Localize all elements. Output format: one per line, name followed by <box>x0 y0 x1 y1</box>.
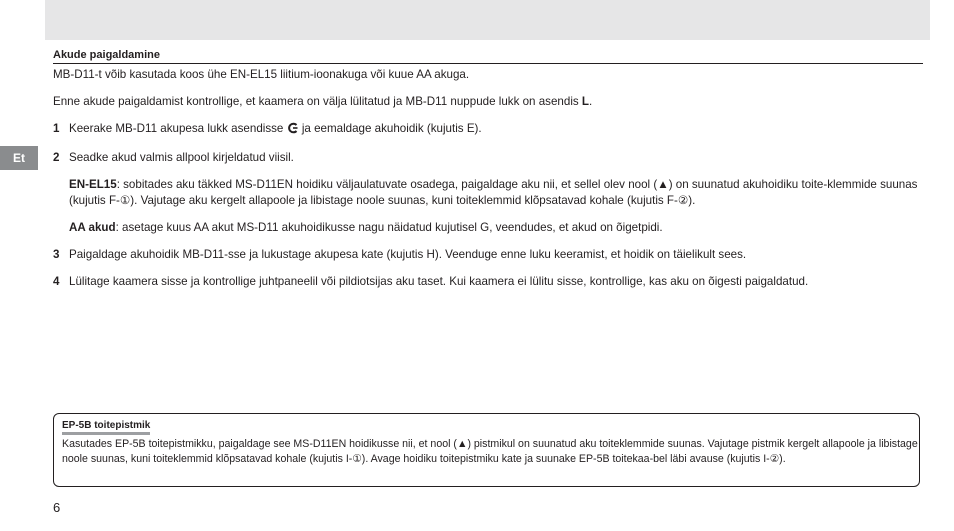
check-text <box>53 94 923 110</box>
step-2 <box>53 150 923 166</box>
arrow-up-icon: ▲ <box>456 438 468 450</box>
step-number: 1 <box>53 122 60 135</box>
note-box <box>53 413 920 487</box>
step-number: 3 <box>53 248 60 261</box>
enel15-instructions <box>53 177 923 209</box>
step-1-text-end: ja eemaldage akuhoidik (kujutis E). <box>298 122 482 135</box>
step-1-text-start: Keerake MB-D11 akupesa lukk asendisse <box>69 122 287 135</box>
main-content <box>53 48 923 301</box>
note-text-start: Kasutades EP-5B toitepistmikku, paigaldage see MS-D11EN hoidikusse nii, et nool ( <box>62 438 457 450</box>
step-4 <box>53 274 923 290</box>
step-1 <box>53 121 923 139</box>
note-title: EP-5B toitepistmik <box>62 419 150 435</box>
note-text <box>62 437 919 467</box>
step-3-text: Paigaldage akuhoidik MB-D11-sse ja lukustage akupesa kate (kujutis H). Veenduge enne luku keeramist, et hoidik on täielikult sees. <box>69 248 747 261</box>
arrow-up-icon: ▲ <box>657 178 669 191</box>
aa-text: : asetage kuus AA akut MS-D11 akuhoidikusse nagu näidatud kujutisel G, veendudes, et akud on õigetpidi. <box>115 221 663 234</box>
enel15-label: EN-EL15 <box>69 178 117 191</box>
step-3 <box>53 247 923 263</box>
note-text-end: ) pistmikul on suunatud aku toiteklemmide suunas. Vajutage pistmik kergelt allapoole ja libistage noole suunas, kuni toiteklemmid klõpsatavad kohale (kujutis I-①). Avage hoidiku toitepistmiku kate ja suunake EP-5B toitekaa-bel läbi avause (kujutis I-②). <box>62 438 918 465</box>
check-text-main: Enne akude paigaldamist kontrollige, et kaamera on välja lülitatud ja MB-D11 nuppude lukk on asendis <box>53 95 582 108</box>
lock-position-label: L <box>581 95 590 108</box>
step-number: 4 <box>53 275 60 288</box>
aa-instructions <box>53 220 923 236</box>
enel15-text-end: ) on suunatud akuhoidiku toite-klemmide suunas (kujutis F-①). Vajutage aku kergelt allapoole ja libistage noole suunas, kuni toiteklemmid klõpsatavad kohale (kujutis F-②). <box>69 178 918 207</box>
header-band <box>45 0 930 40</box>
enel15-text-start: : sobitades aku täkked MS-D11EN hoidiku väljaulatuvate osadega, paigaldage aku nii, et sellel olev nool ( <box>116 178 658 191</box>
aa-label: AA akud <box>69 221 116 234</box>
section-title: Akude paigaldamine <box>53 48 923 64</box>
step-number: 2 <box>53 151 60 164</box>
page-number: 6 <box>53 500 61 515</box>
step-4-text: Lülitage kaamera sisse ja kontrollige juhtpaneelil või pildiotsijas aku taset. Kui kaamera ei lülitu sisse, kontrollige, kas aku on õigesti paigaldatud. <box>69 275 809 288</box>
unlock-icon <box>287 122 299 139</box>
intro-text: MB-D11-t võib kasutada koos ühe EN-EL15 liitium-ioonakuga või kuue AA akuga. <box>53 68 470 81</box>
step-2-text: Seadke akud valmis allpool kirjeldatud viisil. <box>69 151 294 164</box>
language-tab: Et <box>0 146 38 170</box>
check-text-end: . <box>589 95 593 108</box>
